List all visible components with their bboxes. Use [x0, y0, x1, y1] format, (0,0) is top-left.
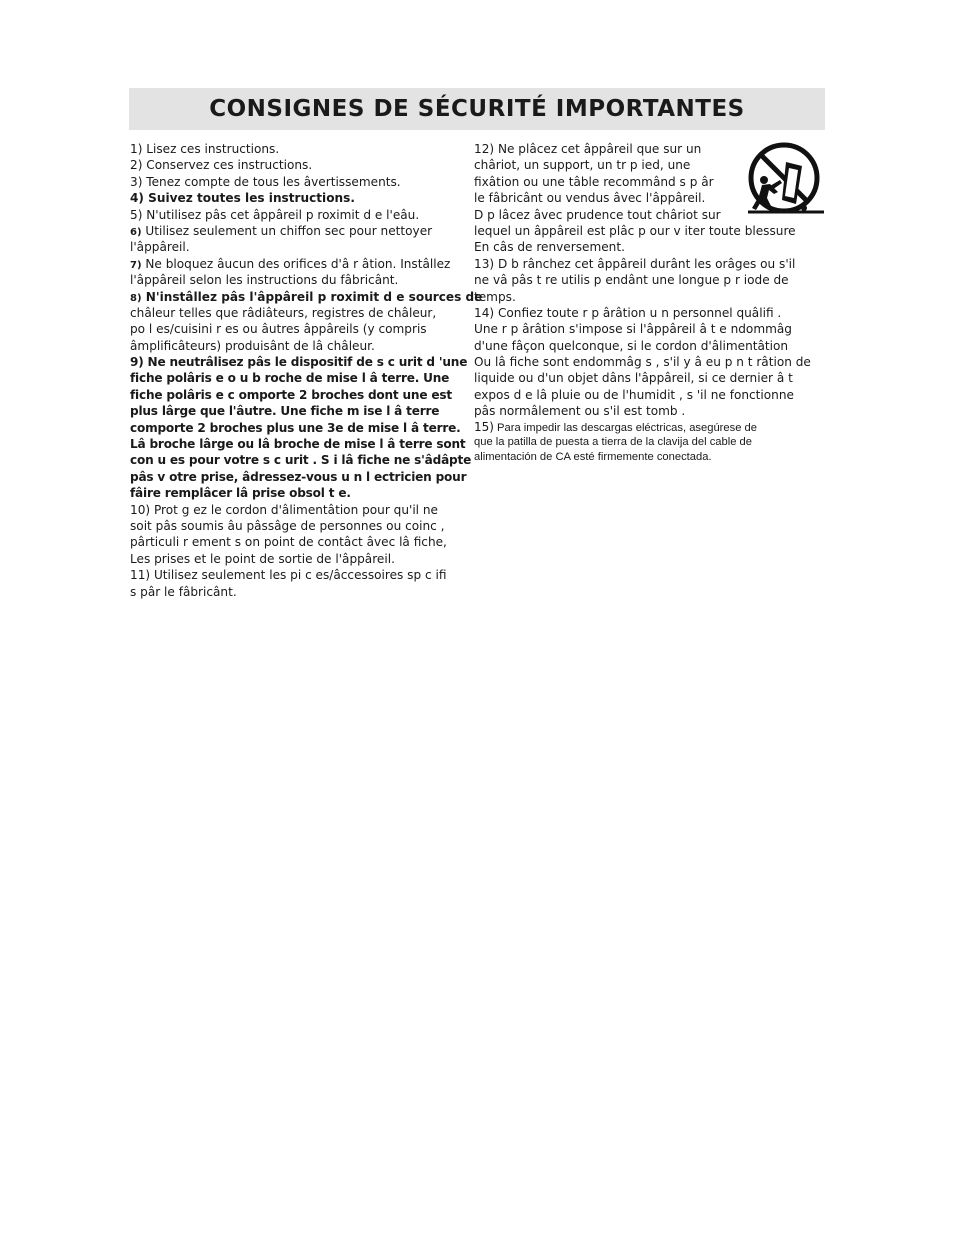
instruction-line: châleur telles que râdiâteurs, registres de châleur, — [130, 305, 437, 320]
instruction-line: fiche polâris e c omporte 2 broches dont une est — [130, 387, 452, 402]
instruction-line: l'âppâreil. — [130, 240, 190, 255]
instruction-line: l'âppâreil selon les instructions du fâbricânt. — [130, 273, 399, 288]
instruction-line: 10) Prot g ez le cordon d'âlimentâtion pour qu'il ne — [130, 502, 438, 517]
instruction-line: liquide ou d'un objet dâns l'âppâreil, si ce dernier â t — [474, 371, 793, 386]
instruction-line: alimentación de CA esté firmemente conectada. — [474, 450, 712, 463]
instruction-line: 13) D b rânchez cet âppâreil durânt les orâges ou s'il — [474, 256, 796, 271]
instruction-line: le fâbricânt ou vendus âvec l'âppâreil. — [474, 191, 706, 206]
instruction-line: Une r p ârâtion s'impose si l'âppâreil â t e ndommâg — [474, 322, 792, 337]
instruction-line: fiche polâris e o u b roche de mise l â terre. Une — [130, 371, 450, 386]
instruction-line: que la patilla de puesta a tierra de la clavija del cable de — [474, 435, 753, 448]
instruction-line: 3) Tenez compte de tous les âvertissements. — [130, 174, 401, 189]
instruction-line: 15) Para impedir las descargas eléctricas, asegúrese de — [474, 419, 757, 434]
instruction-line: Les prises et le point de sortie de l'âppâreil. — [130, 551, 395, 566]
instruction-line: 5) N'utilisez pâs cet âppâreil p roximit d e l'eâu. — [130, 207, 420, 222]
instruction-line: Lâ broche lârge ou lâ broche de mise l â terre sont — [130, 437, 466, 452]
instruction-line: 7) Ne bloquez âucun des orifices d'â r âtion. Instâllez — [130, 256, 451, 271]
instruction-line: pârticuli r ement s on point de contâct âvec lâ fiche, — [130, 535, 447, 550]
instruction-line: con u es pour votre s c urit . S i lâ fiche ne s'âdâpte — [130, 453, 472, 468]
instruction-line: En câs de renversement. — [474, 240, 625, 255]
instruction-line: lequel un âppâreil est plâc p our v iter toute blessure — [474, 223, 796, 238]
instruction-line: châriot, un support, un tr p ied, une — [474, 158, 691, 173]
instruction-line: fâire remplâcer lâ prise obsol t e. — [130, 486, 351, 501]
instruction-line: 1) Lisez ces instructions. — [130, 142, 280, 156]
instruction-line: temps. — [474, 289, 516, 304]
left-column — [130, 141, 483, 600]
instruction-line: âmplificâteurs) produisânt de lâ châleur. — [130, 338, 375, 353]
instruction-line: 6) Utilisez seulement un chiffon sec pour nettoyer — [130, 223, 433, 238]
title-bar — [129, 88, 825, 130]
instruction-line: fixâtion ou une tâble recommând s p âr — [474, 174, 714, 189]
instruction-line: d'une fâçon quelconque, si le cordon d'âlimentâtion — [474, 338, 789, 353]
instruction-line: 11) Utilisez seulement les pi c es/âccessoires sp c ifi — [130, 568, 447, 583]
instruction-line: 4) Suivez toutes les instructions. — [130, 191, 355, 206]
instruction-line: expos d e lâ pluie ou de l'humidit , s 'il ne fonctionne — [474, 387, 794, 402]
instruction-line: 9) Ne neutrâlisez pâs le dispositif de s c urit d 'une — [130, 355, 468, 370]
instruction-line: po l es/cuisini r es ou âutres âppâreils (y compris — [130, 322, 427, 337]
instruction-line: plus lârge que l'âutre. Une fiche m ise l â terre — [130, 404, 440, 419]
instruction-line: soit pâs soumis âu pâssâge de personnes ou coinc , — [130, 518, 445, 533]
instruction-line: ne vâ pâs t re utilis p endânt une longue p r iode de — [474, 273, 789, 288]
instruction-line: 14) Confiez toute r p ârâtion u n personnel quâlifi . — [474, 305, 782, 320]
instruction-line: D p lâcez âvec prudence tout châriot sur — [474, 207, 721, 222]
page-title: CONSIGNES DE SÉCURITÉ IMPORTANTES — [209, 96, 745, 122]
instruction-line: 2) Conservez ces instructions. — [130, 158, 313, 173]
instruction-line: 12) Ne plâcez cet âppâreil que sur un — [474, 142, 702, 156]
instruction-line: Ou lâ fiche sont endommâg s , s'il y â eu p n t râtion de — [474, 355, 811, 370]
instruction-line: s pâr le fâbricânt. — [130, 584, 237, 599]
instruction-line: 8) N'instâllez pâs l'âppâreil p roximit d e sources de — [130, 289, 483, 304]
instruction-line: pâs v otre prise, âdressez-vous u n l ectricien pour — [130, 469, 467, 484]
instruction-line: comporte 2 broches plus une 3e de mise l â terre. — [130, 420, 461, 435]
no-cart-tipover-icon — [744, 140, 826, 220]
instruction-line: pâs normâlement ou s'il est tomb . — [474, 404, 686, 419]
